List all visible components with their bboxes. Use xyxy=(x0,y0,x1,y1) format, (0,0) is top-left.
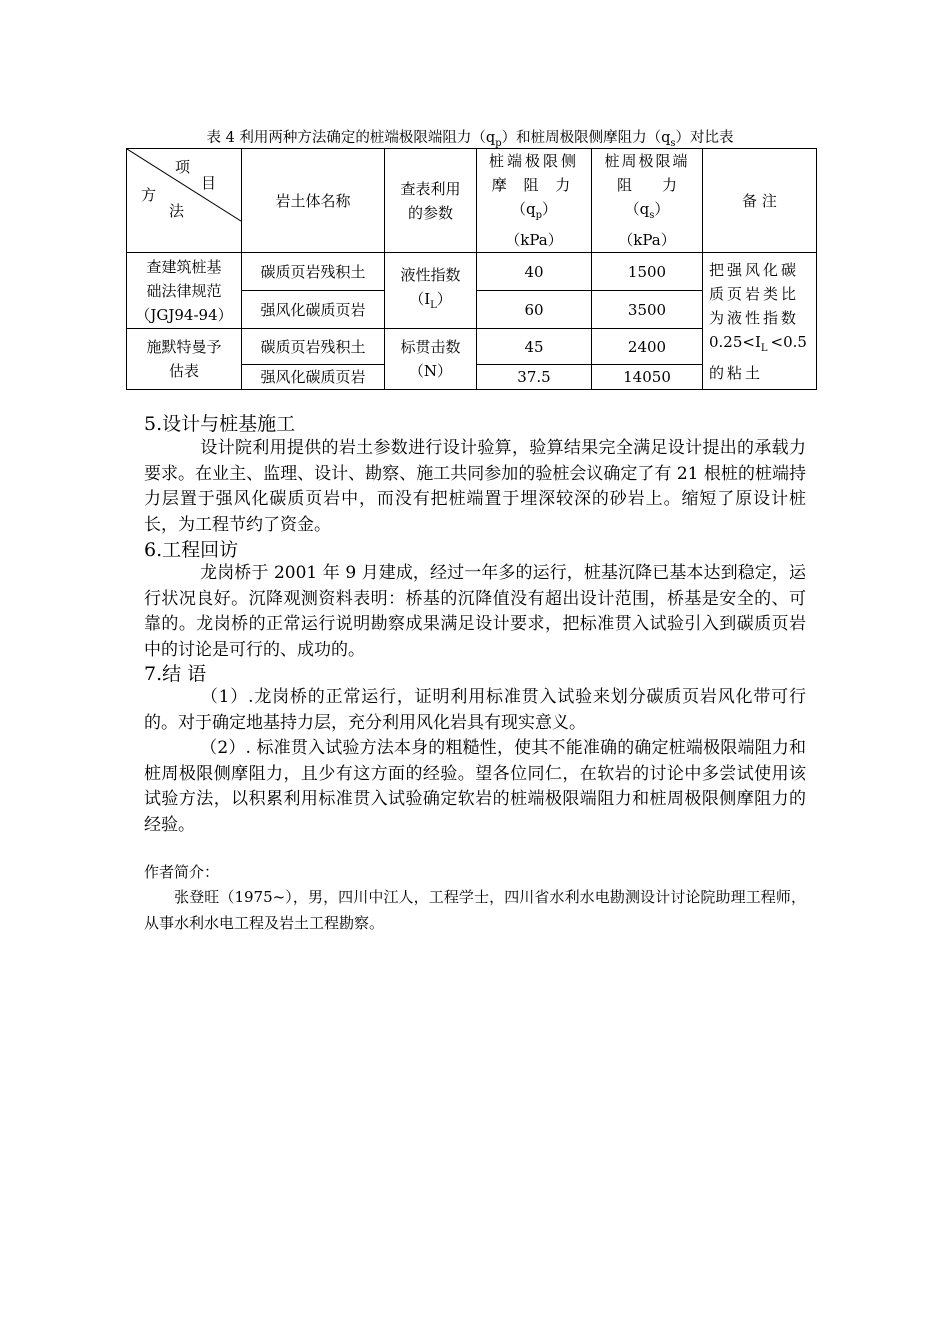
header-qs: 桩周极限端 阻 力 $(q_s)$ （kPa） xyxy=(592,149,703,253)
table-header-row xyxy=(127,149,817,253)
param-cell-1: 液性指数 $(I_L)$ xyxy=(385,253,477,329)
section6-paragraph: 龙岗桥于 2001 年 9 月建成，经过一年多的运行，桩基沉降已基本达到稳定，运行状况良好。沉降观测资料表明：桥基的沉降值没有超出设计范围，桥基是安全的、可靠的。龙岗桥的正常运行说明勘察成果满足设计要求，把标准贯入试验引入到碳质页岩中的讨论是可行的、成功的。 xyxy=(144,563,806,660)
qs-cell: 3500 xyxy=(592,291,703,329)
diagonal-header-cell xyxy=(127,149,242,253)
soil-cell: 强风化碳质页岩 xyxy=(242,291,385,329)
qs-cell: 1500 xyxy=(592,253,703,291)
author-label: 作者简介： xyxy=(144,863,220,881)
method-cell-2: 施默特曼予 估表 xyxy=(127,329,242,390)
author-bio: 张登旺（1975~），男，四川中江人，工程学士，四川省水利水电勘测设计讨论院助理工程师，从事水利水电工程及岩土工程勘察。 xyxy=(144,888,806,932)
qp-cell: 40 xyxy=(477,253,592,291)
qp-cell: 45 xyxy=(477,329,592,365)
section6-heading: 6.工程回访 xyxy=(144,539,239,561)
qp-cell: 60 xyxy=(477,291,592,329)
soil-cell: 碳质页岩残积土 xyxy=(242,329,385,365)
section7-heading: 7.结 语 xyxy=(144,663,207,685)
header-soil-name: 岩土体名称 xyxy=(242,149,385,253)
method-cell-1: 查建筑桩基 础法律规范 （JGJ94-94） xyxy=(127,253,242,329)
param-cell-2: 标贯击数 （N） xyxy=(385,329,477,390)
section5-heading: 5.设计与桩基施工 xyxy=(144,413,296,435)
comparison-table xyxy=(126,148,817,390)
header-param: 查表利用 的参数 xyxy=(385,149,477,253)
soil-cell: 碳质页岩残积土 xyxy=(242,253,385,291)
soil-cell: 强风化碳质页岩 xyxy=(242,365,385,390)
header-note: 备 注 xyxy=(703,149,817,253)
qs-cell: 14050 xyxy=(592,365,703,390)
diag-label-fang: 方 xyxy=(141,186,157,204)
remark-cell: 把强风化碳 质页岩类比 为液性指数 $0.25<I_L<0.5$ 的粘土 xyxy=(703,253,817,390)
qp-cell: 37.5 xyxy=(477,365,592,390)
table-row xyxy=(127,253,817,291)
qs-cell: 2400 xyxy=(592,329,703,365)
diag-label-fa: 法 xyxy=(169,202,185,220)
table-caption: 表 4 利用两种方法确定的桩端极限端阻力$(q_p)$和桩周极限侧摩阻力$(q_s)$对比表 xyxy=(206,130,734,149)
section7-paragraph-1: （1）.龙岗桥的正常运行，证明利用标准贯入试验来划分碳质页岩风化带可行的。对于确定地基持力层，充分利用风化岩具有现实意义。 xyxy=(144,687,806,733)
section7-paragraph-2: （2）. 标准贯入试验方法本身的粗糙性，使其不能准确的确定桩端极限端阻力和桩周极限侧摩阻力，且少有这方面的经验。望各位同仁，在软岩的讨论中多尝试使用该试验方法，以积累利用标准贯入试验确定软岩的桩端极限端阻力和桩周极限侧摩阻力的经验。 xyxy=(144,738,806,835)
section5-paragraph: 设计院利用提供的岩土参数进行设计验算，验算结果完全满足设计提出的承载力要求。在业主、监理、设计、勘察、施工共同参加的验桩会议确定了有 21 根桩的桩端持力层置于强风化碳质页岩中，而没有把桩端置于埋深较深的砂岩上。缩短了原设计桩长，为工程节约了资金。 xyxy=(144,438,806,535)
diag-label-item: 项 xyxy=(175,158,191,176)
diag-label-mu: 目 xyxy=(201,174,217,192)
header-qp: 桩端极限侧 摩 阻 力 $(q_p)$ （kPa） xyxy=(477,149,592,253)
